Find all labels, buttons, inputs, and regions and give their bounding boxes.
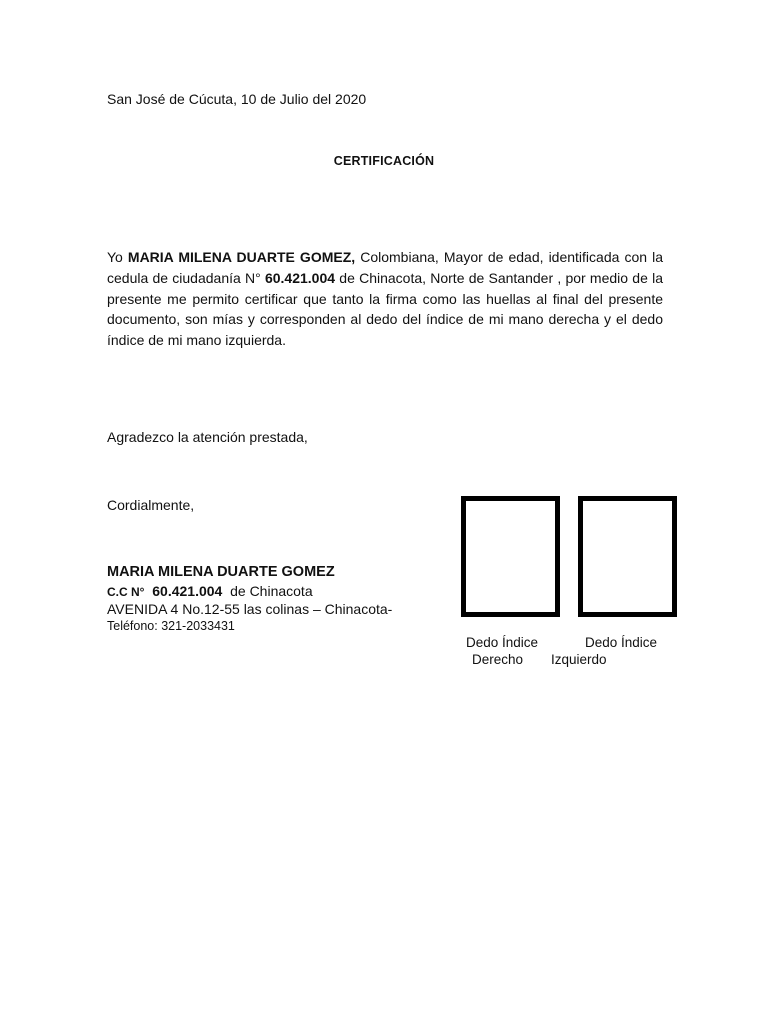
signature-id-label: C.C N° (107, 585, 145, 599)
certifier-name: MARIA MILENA DUARTE GOMEZ, (127, 249, 356, 265)
certification-paragraph (107, 247, 663, 351)
thanks-line: Agradezco la atención prestada, (107, 429, 308, 445)
signature-id-number: 60.421.004 (152, 583, 223, 599)
signature-address: AVENIDA 4 No.12-55 las colinas – Chinacota- (107, 601, 393, 617)
right-fingerprint-label-line1: Dedo Índice (466, 635, 539, 650)
paragraph-text-2: de Chinacota, Norte de Santander , por medio de la presente me permito certificar que tanto la firma como las huellas al final del presente documento, son mías y corresponden al dedo del índice de mi mano derecha y el dedo índice de mi mano izquierda. (107, 269, 663, 349)
left-fingerprint-label-line1: Dedo Índice (585, 635, 658, 650)
right-index-fingerprint-box (461, 496, 560, 617)
closing-line: Cordialmente, (107, 497, 195, 513)
date-line: San José de Cúcuta, 10 de Julio del 2020 (107, 91, 367, 107)
signature-phone: Teléfono: 321-2033431 (107, 619, 235, 633)
right-fingerprint-label-line2: Derecho (472, 652, 524, 667)
signature-id-place: de Chinacota (230, 583, 313, 599)
left-fingerprint-label-line2: Izquierdo (551, 652, 607, 667)
left-index-fingerprint-box (578, 496, 677, 617)
certifier-id-number: 60.421.004 (264, 269, 336, 286)
paragraph-text-1: Colombiana, Mayor de edad, identificada con la cedula de ciudadanía N° (107, 249, 663, 286)
signature-name: MARIA MILENA DUARTE GOMEZ (107, 564, 335, 580)
document-title: CERTIFICACIÓN (333, 154, 435, 168)
intro-text: Yo (107, 249, 128, 265)
signature-id-line (107, 583, 313, 599)
